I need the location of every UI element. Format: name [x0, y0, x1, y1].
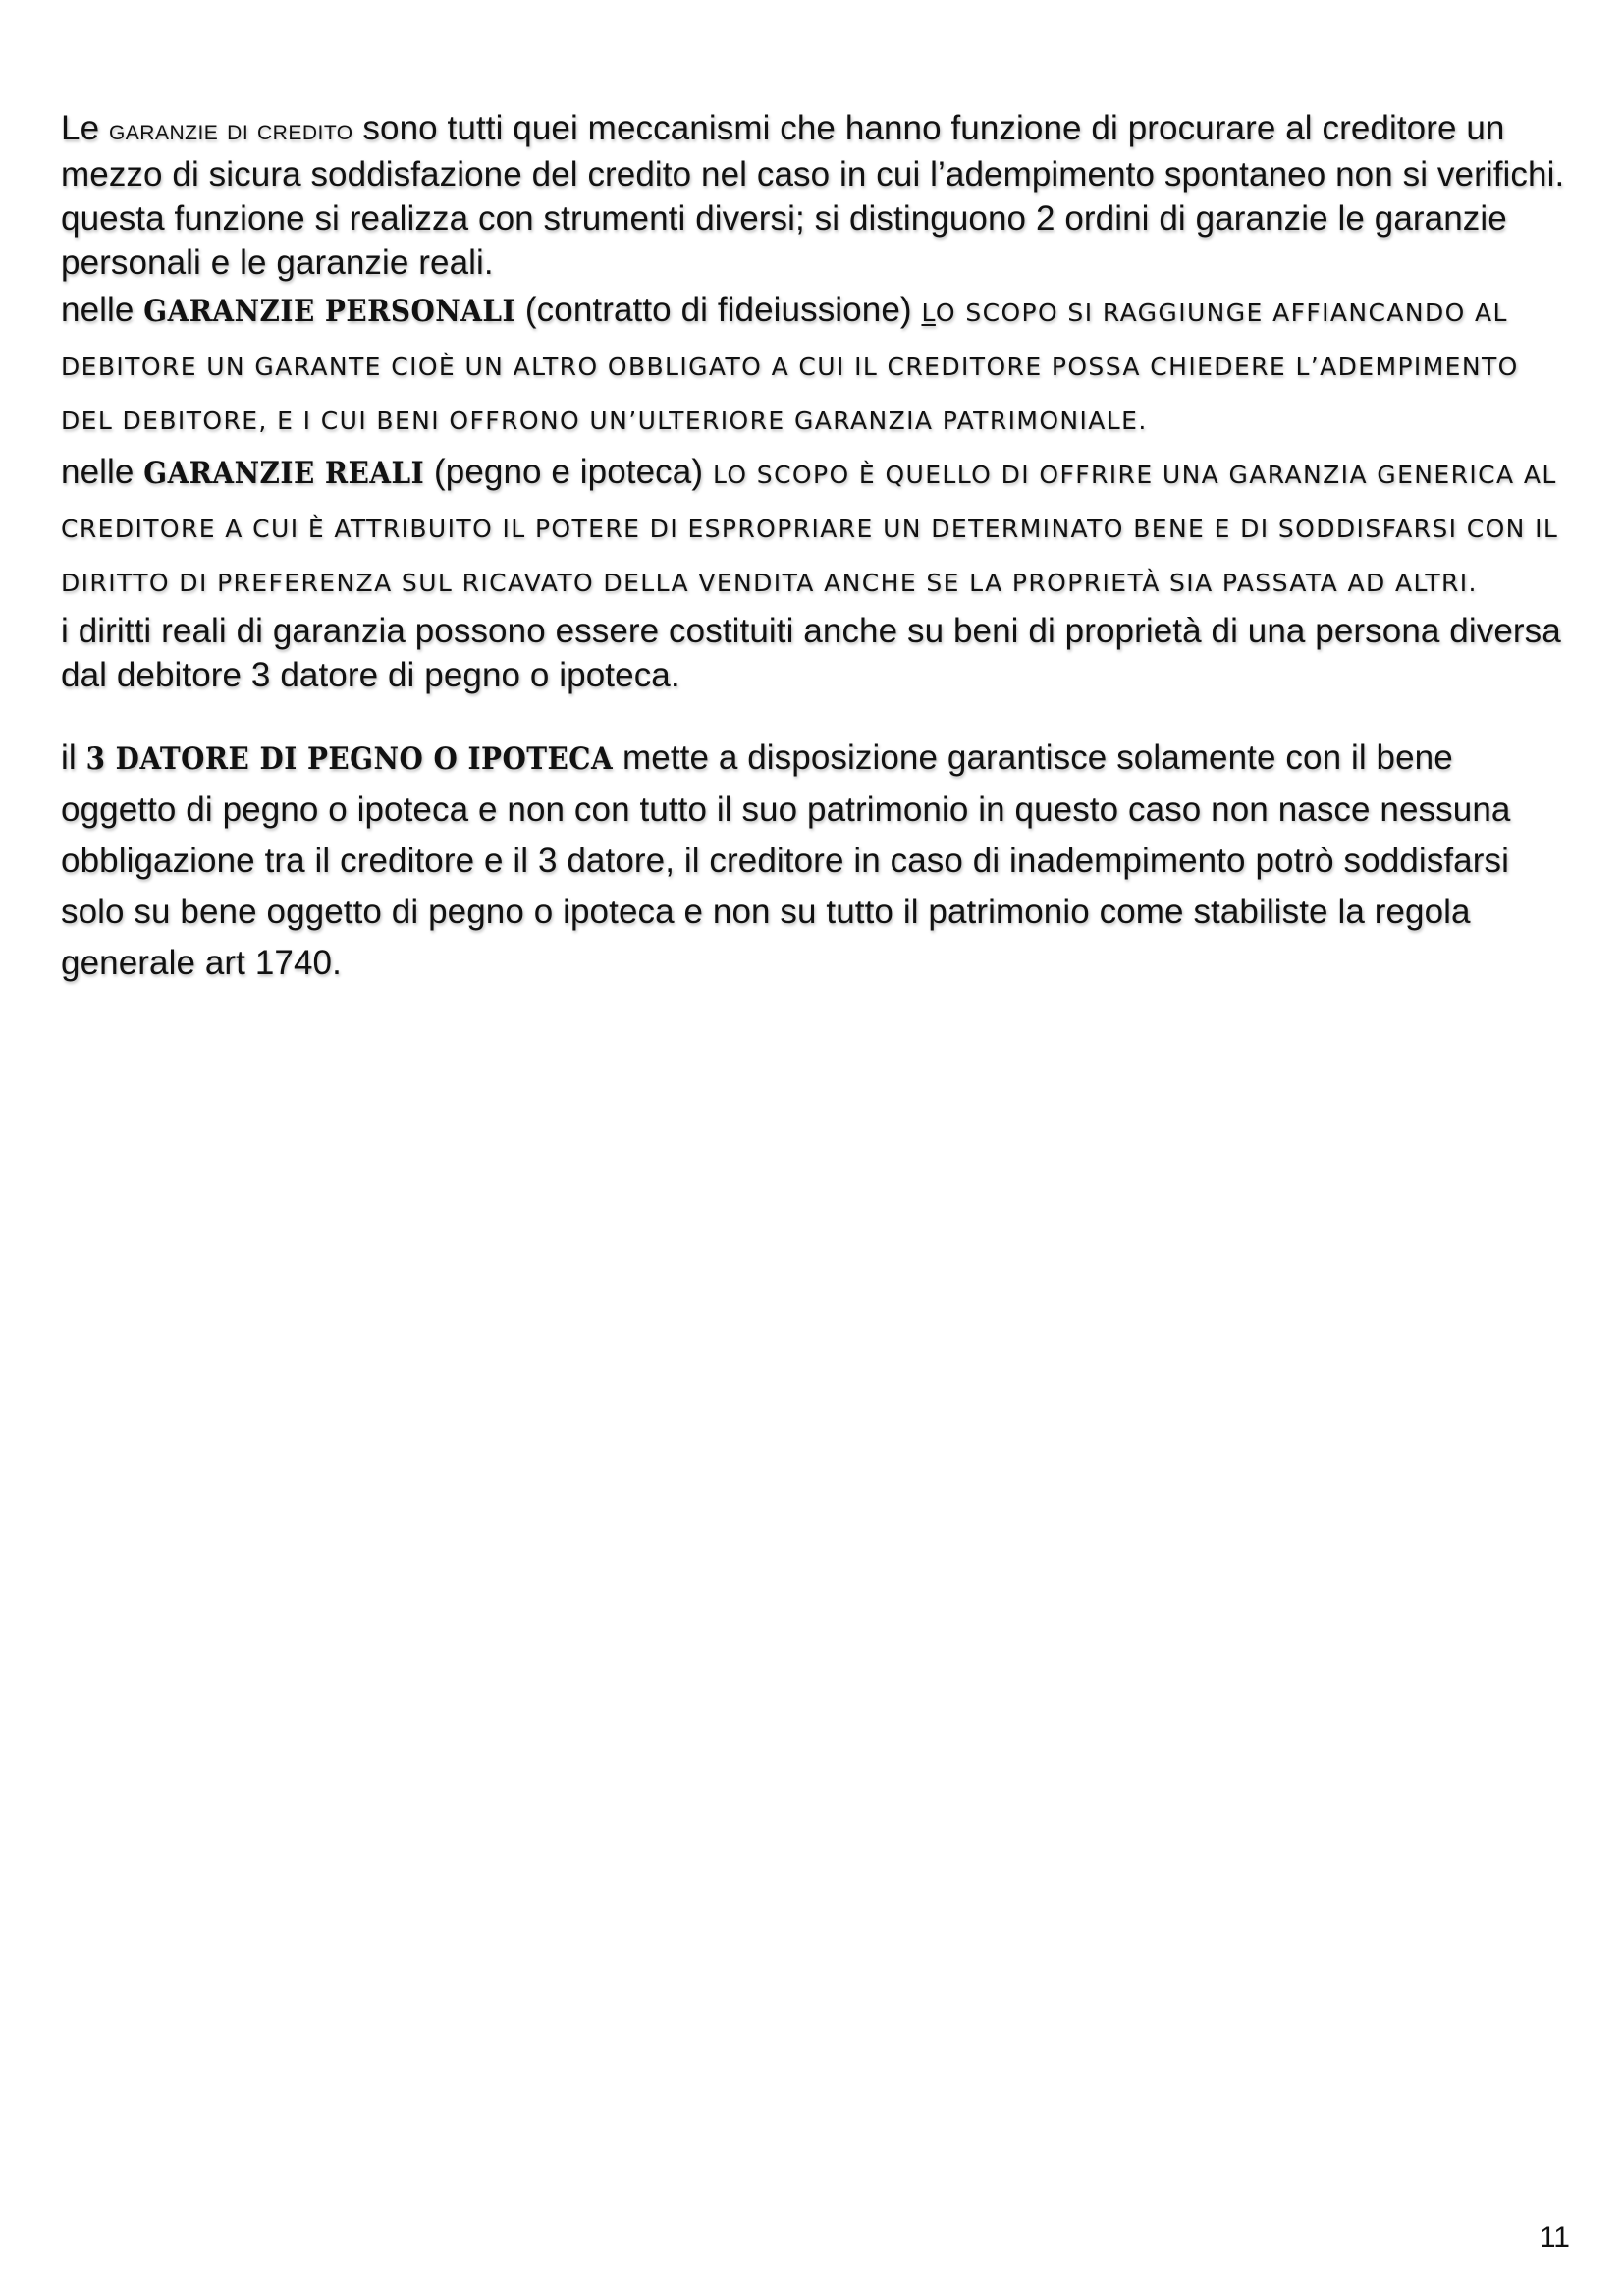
caps-text-garanzie-reali: LO SCOPO È QUELLO DI OFFRIRE UNA GARANZIA GENERICA AL CREDITORE A CUI È ATTRIBUITO IL POTERE DI ESPROPRIARE UN DETERMINATO BENE E DI SODDISFARSI CON IL DIRITTO DI PREFERENZA SUL RICAVATO DELLA VENDITA ANCHE SE LA PROPRIETÀ SIA PASSATA AD ALTRI.: [61, 461, 1559, 597]
paragraph-lead: nelle: [61, 453, 144, 491]
paragraph-text: mette a disposizione garantisce solamente con il bene oggetto di pegno o ipoteca e non con tutto il suo patrimonio in questo caso non nasce nessuna obbligazione tra il creditore e il 3 datore, il creditore in caso di inadempimento potrò soddisfarsi solo su bene oggetto di pegno o ipoteca e non su tutto il patrimonio come stabiliste la regola generale art 1740.: [61, 738, 1511, 982]
page-number: 11: [1539, 2221, 1570, 2254]
paragraph-garanzie-reali: [61, 447, 1573, 609]
heading-garanzie-reali: GARANZIE REALI: [143, 456, 425, 491]
paragraph-garanzie-personali: [61, 285, 1573, 447]
paragraph-lead: Le: [61, 109, 109, 147]
paragraph-spacer: [61, 697, 1573, 733]
paragraph-text: sono tutti quei meccanismi che hanno funzione di procurare al creditore un mezzo di sicura soddisfazione del credito nel caso in cui l’adempimento spontaneo non si verifichi. questa funzione si realizza con strumenti diversi; si distinguono 2 ordini di garanzie le garanzie personali e le garanzie reali.: [61, 109, 1565, 282]
heading-garanzie-personali: GARANZIE PERSONALI: [143, 294, 516, 329]
paragraph-text: i diritti reali di garanzia possono essere costituiti anche su beni di proprietà di una persona diversa dal debitore 3 datore di pegno o ipoteca.: [61, 612, 1561, 694]
term-garanzie-di-credito: garanzie di credito: [108, 114, 353, 146]
paragraph-terzo-datore: [61, 733, 1573, 989]
heading-terzo-datore: 3 DATORE DI PEGNO O IPOTECA: [85, 741, 614, 777]
paragraph-lead: nelle: [61, 291, 144, 329]
paragraph-garanzie-di-credito: [61, 106, 1573, 285]
underlined-initial: L: [921, 299, 936, 327]
paragraph-parenthetical: (pegno e ipoteca): [424, 453, 713, 491]
paragraph-lead: il: [61, 738, 86, 777]
paragraph-parenthetical: (contratto di fideiussione): [515, 291, 922, 329]
document-body: [61, 106, 1573, 989]
caps-text-garanzie-personali: O SCOPO SI RAGGIUNGE AFFIANCANDO AL DEBITORE UN GARANTE CIOÈ UN ALTRO OBBLIGATO A CUI IL CREDITORE POSSA CHIEDERE L’ADEMPIMENTO DEL DEBITORE, E I CUI BENI OFFRONO UN’ULTERIORE GARANZIA PATRIMONIALE.: [61, 299, 1519, 435]
paragraph-diritti-reali: [61, 609, 1573, 697]
